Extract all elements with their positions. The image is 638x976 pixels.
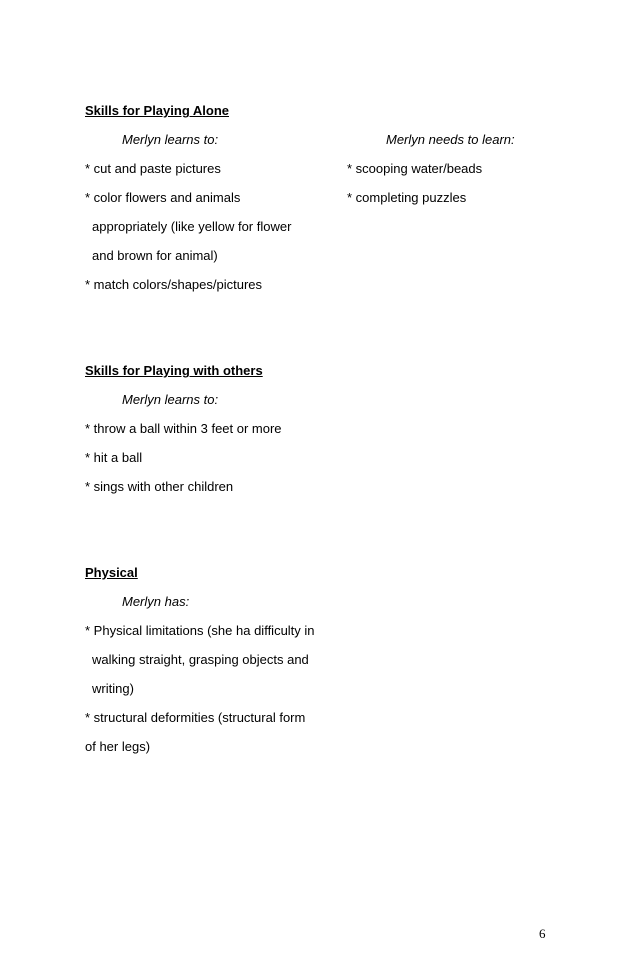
list-item: * sings with other children xyxy=(85,479,234,494)
list-item-continuation: of her legs) xyxy=(85,739,151,754)
list-item: * completing puzzles xyxy=(347,190,467,205)
section-heading-playing-alone: Skills for Playing Alone xyxy=(85,103,229,118)
right-column-label: Merlyn needs to learn: xyxy=(386,132,515,147)
left-column-label: Merlyn learns to: xyxy=(122,132,219,147)
list-item-continuation: and brown for animal) xyxy=(92,248,218,263)
list-item-continuation: walking straight, grasping objects and xyxy=(92,652,309,667)
page-number: 6 xyxy=(539,926,546,941)
list-item: * structural deformities (structural form xyxy=(85,710,306,725)
list-item: * color flowers and animals xyxy=(85,190,241,205)
list-item-continuation: writing) xyxy=(92,681,134,696)
list-item: * throw a ball within 3 feet or more xyxy=(85,421,282,436)
list-item: * match colors/shapes/pictures xyxy=(85,277,263,292)
list-item: * Physical limitations (she ha difficulty in xyxy=(85,623,315,638)
section-label: Merlyn learns to: xyxy=(122,392,219,407)
section-label: Merlyn has: xyxy=(122,594,190,609)
list-item-continuation: appropriately (like yellow for flower xyxy=(92,219,292,234)
list-item: * cut and paste pictures xyxy=(85,161,221,176)
list-item: * scooping water/beads xyxy=(347,161,483,176)
section-heading-physical: Physical xyxy=(85,565,138,580)
list-item: * hit a ball xyxy=(85,450,143,465)
section-heading-playing-with-others: Skills for Playing with others xyxy=(85,363,263,378)
